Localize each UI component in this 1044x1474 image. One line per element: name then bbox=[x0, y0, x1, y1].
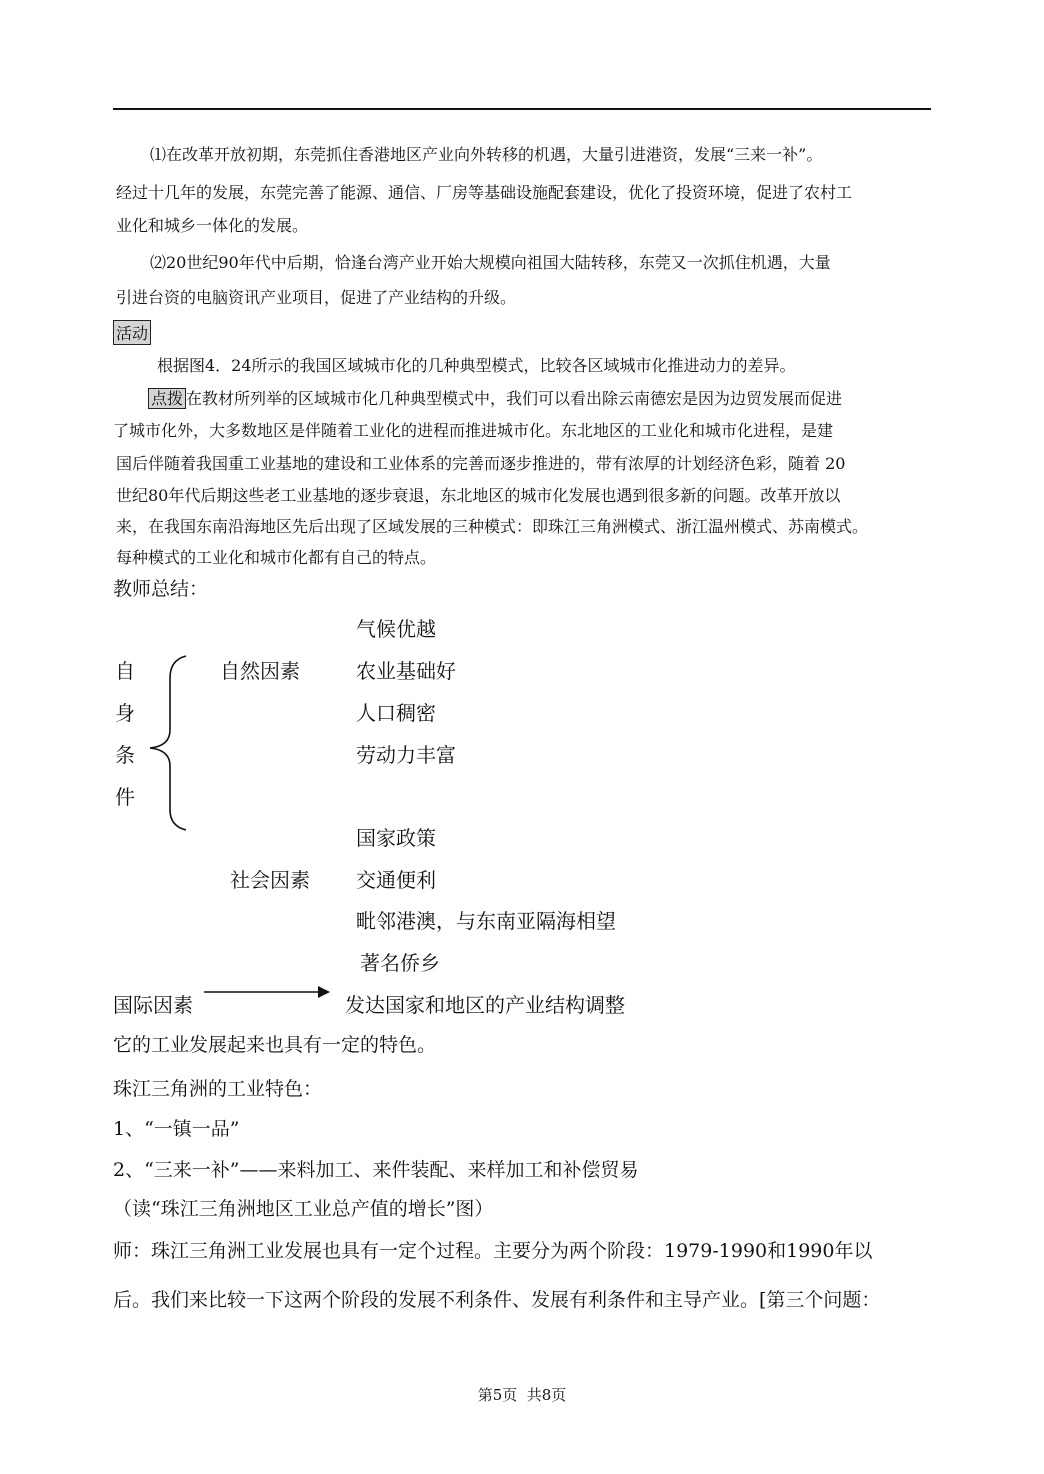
teacher-line-2: 后。我们来比较一下这两个阶段的发展不利条件、发展有利条件和主导产业。[第三个问题： bbox=[113, 1289, 881, 1311]
tip-tag: 点拨 bbox=[148, 388, 186, 409]
self-char-1: 自 bbox=[115, 659, 135, 683]
tip-line-5: 来，在我国东南沿海地区先后出现了区域发展的三种模式：即珠江三角洲模式、浙江温州模式、苏南模式。 bbox=[116, 517, 869, 536]
left-brace bbox=[140, 650, 190, 835]
read-instruction: （读“珠江三角洲地区工业总产值的增长”图） bbox=[113, 1198, 494, 1220]
tip-line-2: 了城市化外，大多数地区是伴随着工业化的进程而推进城市化。东北地区的工业化和城市化进程，是建 bbox=[113, 421, 834, 440]
teacher-line-1: 师：珠江三角洲工业发展也具有一定个过程。主要分为两个阶段：1979-1990和1990年以 bbox=[113, 1240, 873, 1262]
international-factors-label: 国际因素 bbox=[113, 993, 193, 1017]
paragraph-1-line-2: 经过十几年的发展，东莞完善了能源、通信、厂房等基础设施配套建设，优化了投资环境，促进了农村工 bbox=[116, 183, 853, 202]
tip-line-1 bbox=[148, 386, 842, 409]
social-item-3: 毗邻港澳，与东南亚隔海相望 bbox=[356, 909, 616, 933]
social-item-4: 著名侨乡 bbox=[360, 951, 440, 975]
international-result: 发达国家和地区的产业结构调整 bbox=[345, 993, 625, 1017]
paragraph-1-line-3: 业化和城乡一体化的发展。 bbox=[116, 216, 309, 235]
right-arrow-icon bbox=[200, 982, 335, 1002]
body-line-1: 它的工业发展起来也具有一定的特色。 bbox=[113, 1034, 437, 1056]
natural-item-2: 农业基础好 bbox=[356, 659, 456, 683]
tip-line-6: 每种模式的工业化和城市化都有自己的特点。 bbox=[116, 548, 437, 567]
activity-tag: 活动 bbox=[113, 320, 151, 345]
natural-factors-label: 自然因素 bbox=[220, 659, 300, 683]
activity-text: 根据图4．24所示的我国区域城市化的几种典型模式，比较各区域城市化推进动力的差异。 bbox=[157, 356, 796, 375]
self-char-3: 条 bbox=[115, 743, 135, 767]
natural-item-4: 劳动力丰富 bbox=[356, 743, 456, 767]
page-footer: 第5页 共8页 bbox=[477, 1386, 567, 1404]
header-rule bbox=[113, 108, 931, 110]
self-char-4: 件 bbox=[115, 785, 135, 809]
tip-line-3: 国后伴随着我国重工业基地的建设和工业体系的完善而逐步推进的，带有浓厚的计划经济色彩，随着 20 bbox=[116, 454, 846, 473]
social-item-1: 国家政策 bbox=[356, 826, 436, 850]
social-factors-label: 社会因素 bbox=[230, 868, 310, 892]
body-line-2: 珠江三角洲的工业特色： bbox=[113, 1078, 323, 1100]
feature-item-2: 2、“三来一补”——来料加工、来件装配、来样加工和补偿贸易 bbox=[113, 1159, 639, 1181]
natural-item-1: 气候优越 bbox=[356, 617, 436, 641]
paragraph-1-line-1: ⑴在改革开放初期，东莞抓住香港地区产业向外转移的机遇，大量引进港资，发展“三来一补”。 bbox=[150, 145, 823, 164]
social-item-2: 交通便利 bbox=[356, 868, 436, 892]
tip-line-4: 世纪80年代后期这些老工业基地的逐步衰退，东北地区的城市化发展也遇到很多新的问题。改革开放以 bbox=[116, 486, 841, 505]
natural-item-3: 人口稠密 bbox=[356, 701, 436, 725]
self-char-2: 身 bbox=[115, 701, 135, 725]
paragraph-2-line-1: ⑵20世纪90年代中后期，恰逢台湾产业开始大规模向祖国大陆转移，东莞又一次抓住机遇，大量 bbox=[150, 253, 831, 272]
summary-heading: 教师总结： bbox=[113, 578, 209, 600]
tip-text-1: 在教材所列举的区域城市化几种典型模式中，我们可以看出除云南德宏是因为边贸发展而促进 bbox=[186, 389, 843, 408]
paragraph-2-line-2: 引进台资的电脑资讯产业项目，促进了产业结构的升级。 bbox=[116, 288, 517, 307]
feature-item-1: 1、“一镇一品” bbox=[113, 1118, 240, 1140]
